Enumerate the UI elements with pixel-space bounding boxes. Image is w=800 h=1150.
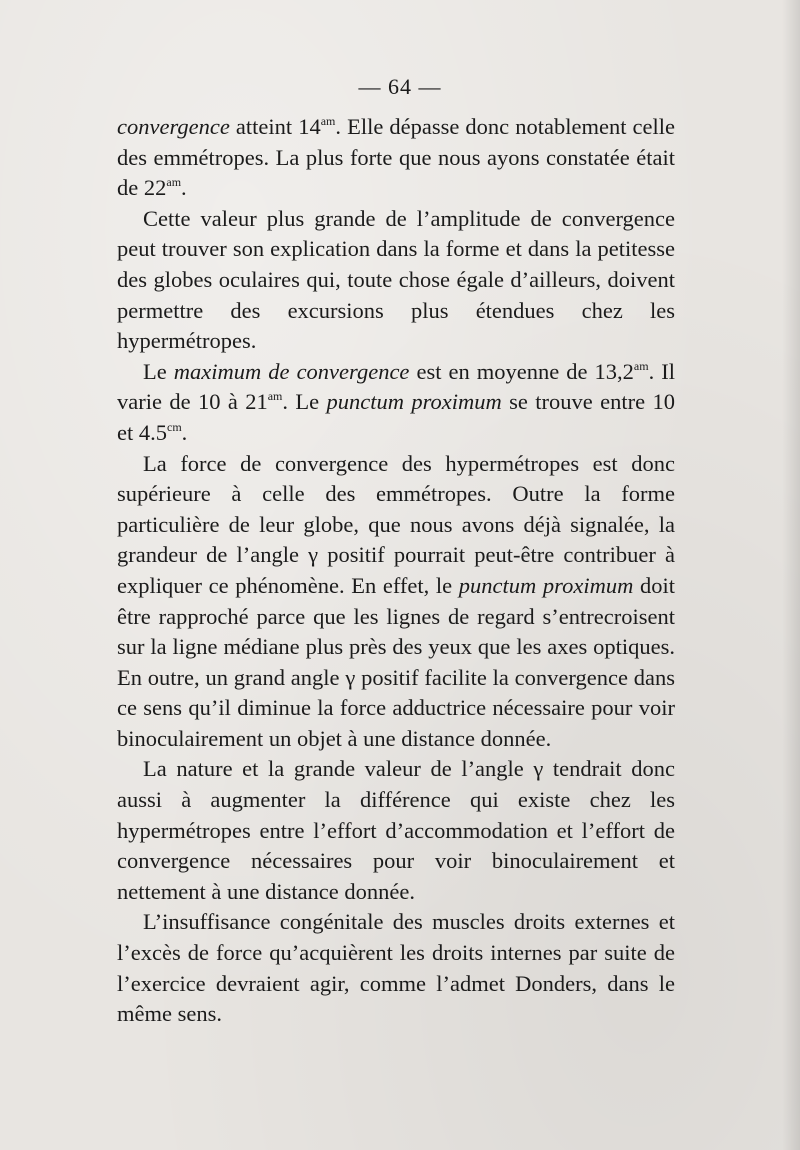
text-run: est en moyenne de 13,2 (409, 358, 634, 384)
text-run: doit être rapproché parce que les lignes de regard s’entrecroisent sur la ligne médiane plus près des yeux que les axes optiques. En outre, un grand angle γ positif facilite la convergence dans ce sens qu’il diminue la force adductrice nécessaire pour voir binoculairement un objet à une distance donnée. (117, 572, 675, 751)
superscript-unit: am (267, 389, 283, 404)
page-edge-shadow (782, 0, 800, 1150)
text-run: . (181, 419, 188, 445)
text-run: . Elle dépasse donc notablement celle des emmétropes. La plus forte que nous ayons constatée était de 22 (117, 114, 675, 201)
superscript-unit: am (320, 114, 336, 128)
text-run: Cette valeur plus grande de l’amplitude de convergence peut trouver son explication dans la forme et dans la petitesse des globes oculaires qui, toute chose égale d’ailleurs, doivent permettre des excursions plus étendues chez les hypermétropes. (117, 205, 675, 354)
paragraph (117, 112, 675, 204)
paragraph (117, 449, 675, 755)
paragraph (117, 907, 675, 1029)
text-run: Le (143, 358, 174, 384)
paragraph (117, 204, 675, 357)
text-run: se trouve entre 10 et 4.5 (117, 389, 675, 445)
text-run: L’insuffisance congénitale des muscles droits externes et l’excès de force qu’acquièrent les droits internes par suite de l’exercice devraient agir, comme l’admet Donders, dans le même sens. (117, 909, 675, 1027)
italic-text: convergence (117, 114, 230, 139)
italic-text: maximum de convergence (173, 358, 410, 384)
paragraph (117, 754, 675, 907)
body-text (117, 112, 675, 1030)
text-run: La force de convergence des hypermétropes est donc supérieure à celle des emmétropes. Outre la forme particulière de leur globe, que nous avons déjà signalée, la grandeur de l’angle γ positif pourrait peut-être contribuer à expliquer ce phénomène. En effet, le (117, 450, 675, 598)
italic-text: punctum proximum (458, 572, 634, 598)
superscript-unit: cm (167, 419, 182, 434)
text-run: atteint 14 (229, 114, 321, 139)
paragraph (117, 357, 675, 449)
text-run: . Il varie de 10 à 21 (117, 358, 675, 415)
superscript-unit: am (166, 175, 182, 190)
text-run: . Le (282, 389, 327, 415)
page-number: — 64 — (358, 74, 442, 99)
superscript-unit: am (633, 358, 649, 373)
text-run: . (181, 175, 187, 201)
text-run: La nature et la grande valeur de l’angle γ tendrait donc aussi à augmenter la différence qui existe chez les hypermétropes entre l’effort d’accommodation et l’effort de convergence nécessaires pour voir binoculairement et nettement à une distance donnée. (117, 756, 675, 904)
italic-text: punctum proximum (326, 389, 502, 415)
